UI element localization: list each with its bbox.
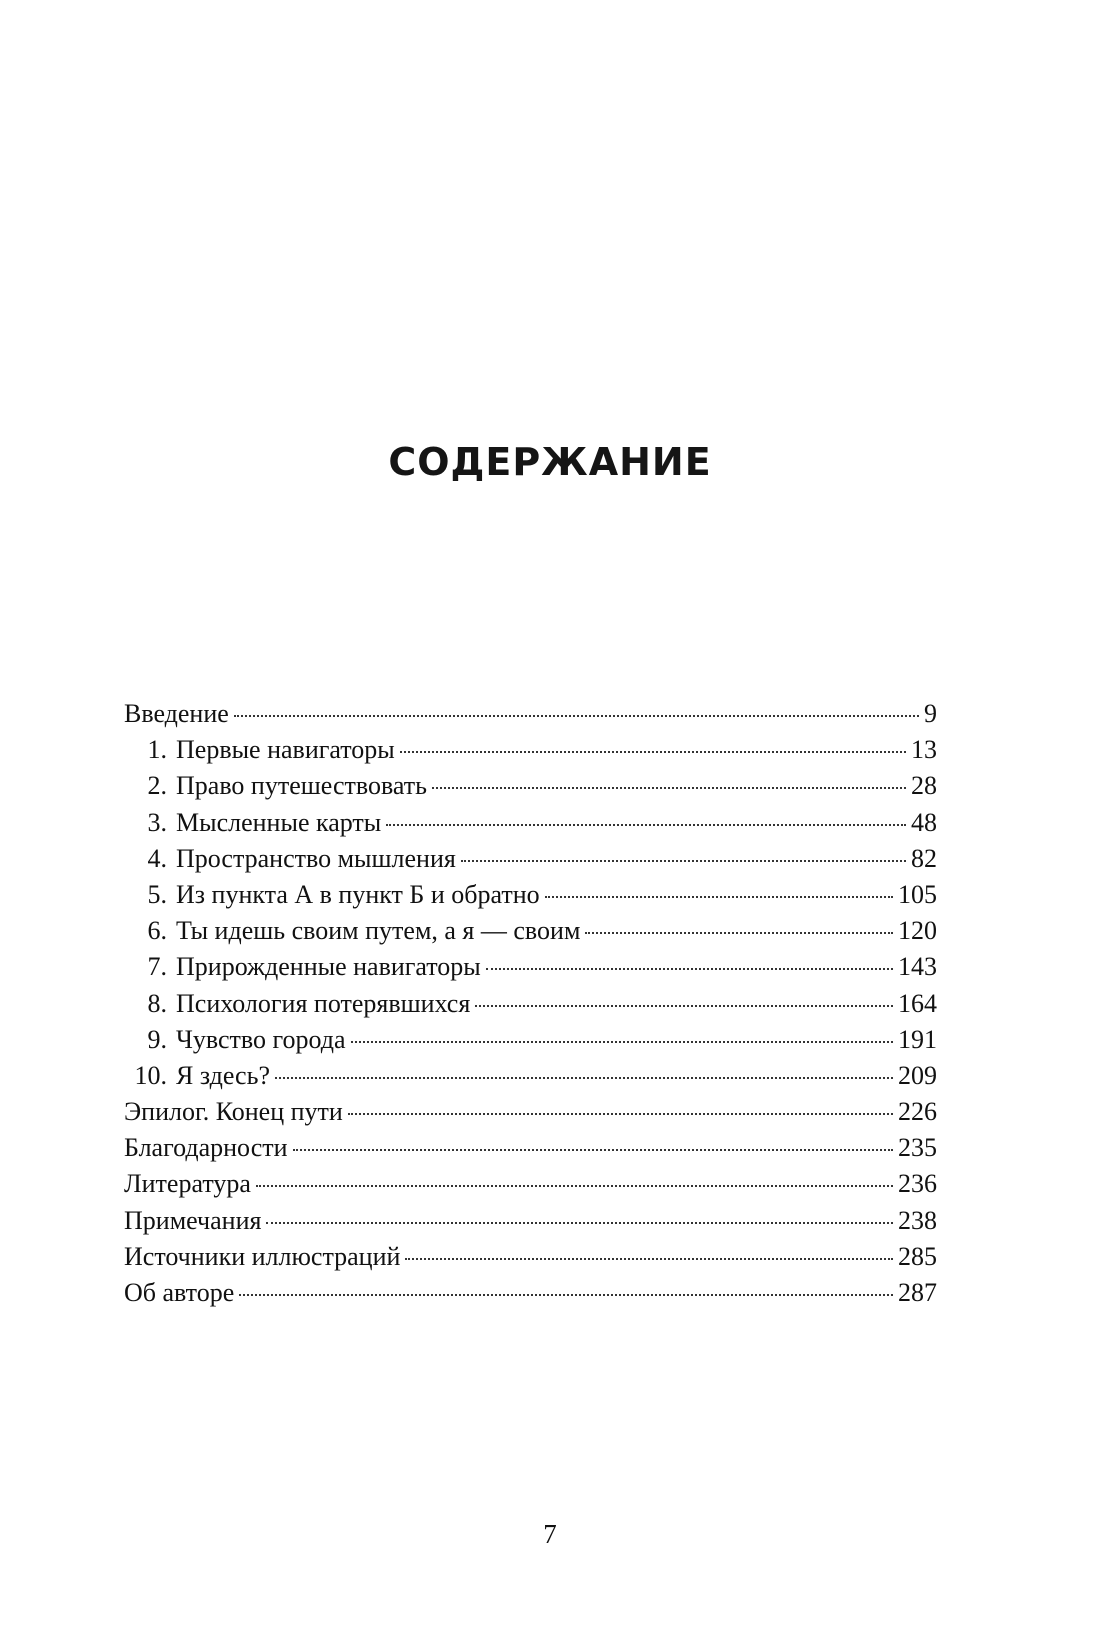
- dot-leader: [545, 896, 893, 898]
- toc-entry-page: 164: [898, 988, 937, 1018]
- toc-entry[interactable]: [124, 986, 937, 1022]
- toc-entry[interactable]: [124, 877, 937, 913]
- toc-entry-page: 191: [898, 1024, 937, 1054]
- toc-entry-page: 209: [898, 1060, 937, 1090]
- toc-entry-label: Мысленные карты: [176, 807, 382, 837]
- toc-entry-page: 82: [911, 843, 937, 873]
- toc-entry-number: 8.: [147, 988, 167, 1018]
- toc-entry-page: 235: [898, 1133, 937, 1163]
- dot-leader: [486, 968, 893, 970]
- page-title: СОДЕРЖАНИЕ: [388, 440, 712, 484]
- toc-entry-number: 5.: [147, 879, 167, 909]
- toc-entry[interactable]: [124, 1022, 937, 1058]
- toc-entry[interactable]: [124, 1166, 937, 1202]
- toc-entry-label: Литература: [124, 1169, 251, 1199]
- toc-entry-page: 13: [911, 735, 937, 765]
- toc-entry[interactable]: [124, 1094, 937, 1130]
- toc-entry[interactable]: [124, 1058, 937, 1094]
- toc-entry[interactable]: [124, 768, 937, 804]
- toc-entry[interactable]: [124, 1275, 937, 1311]
- toc-entry[interactable]: [124, 1130, 937, 1166]
- toc-entry[interactable]: [124, 913, 937, 949]
- toc-entry-label: Первые навигаторы: [176, 735, 395, 765]
- toc-entry-label: Пространство мышления: [176, 843, 456, 873]
- dot-leader: [239, 1294, 893, 1296]
- toc-entry-label: Введение: [124, 699, 229, 728]
- toc-entry[interactable]: [124, 1203, 937, 1239]
- dot-leader: [256, 1185, 893, 1187]
- toc-entry-number: 3.: [147, 807, 167, 837]
- toc-entry-label: Чувство города: [176, 1024, 346, 1054]
- toc-entry-label: Источники иллюстраций: [124, 1241, 401, 1271]
- toc-entry[interactable]: [124, 949, 937, 985]
- dot-leader: [475, 1005, 893, 1007]
- toc-entry-label: Психология потерявшихся: [176, 988, 471, 1018]
- toc-entry[interactable]: [124, 732, 937, 768]
- dot-leader: [400, 751, 906, 753]
- toc-entry-number: 6.: [147, 916, 167, 946]
- table-of-contents: [124, 696, 937, 1311]
- toc-entry-page: 238: [898, 1205, 937, 1235]
- toc-entry-label: Эпилог. Конец пути: [124, 1097, 343, 1127]
- toc-entry-page: 105: [898, 879, 937, 909]
- toc-entry-label: Прирожденные навигаторы: [176, 952, 481, 982]
- dot-leader: [386, 824, 906, 826]
- toc-entry-number: 10.: [134, 1060, 167, 1090]
- toc-entry-page: 28: [911, 771, 937, 801]
- toc-entry-number: 2.: [147, 771, 167, 801]
- page-number: 7: [543, 1519, 557, 1549]
- dot-leader: [405, 1258, 893, 1260]
- toc-entry-label: Об авторе: [124, 1278, 235, 1307]
- dot-leader: [461, 860, 906, 862]
- toc-entry-label: Я здесь?: [176, 1060, 270, 1090]
- toc-entry-page: 236: [898, 1169, 937, 1199]
- toc-entry[interactable]: [124, 841, 937, 877]
- dot-leader: [585, 932, 893, 934]
- toc-entry-number: 9.: [147, 1024, 167, 1054]
- toc-entry-number: 1.: [147, 735, 167, 765]
- toc-entry-label: Благодарности: [124, 1133, 288, 1163]
- toc-entry-page: 287: [898, 1278, 937, 1307]
- toc-entry-page: 226: [898, 1097, 937, 1127]
- toc-entry-label: Ты идешь своим путем, а я — своим: [176, 916, 581, 946]
- toc-entry-page: 48: [911, 807, 937, 837]
- toc-entry-page: 120: [898, 916, 937, 946]
- toc-entry-page: 9: [924, 699, 937, 728]
- toc-entry-page: 285: [898, 1241, 937, 1271]
- dot-leader: [234, 715, 919, 717]
- dot-leader: [432, 787, 906, 789]
- toc-entry-number: 7.: [147, 952, 167, 982]
- toc-entry-label: Право путешествовать: [176, 771, 427, 801]
- dot-leader: [275, 1077, 893, 1079]
- toc-entry[interactable]: [124, 1239, 937, 1275]
- toc-entry[interactable]: [124, 696, 937, 732]
- dot-leader: [348, 1113, 893, 1115]
- dot-leader: [293, 1149, 893, 1151]
- dot-leader: [266, 1222, 893, 1224]
- dot-leader: [351, 1041, 893, 1043]
- toc-entry-number: 4.: [147, 843, 167, 873]
- toc-entry[interactable]: [124, 805, 937, 841]
- toc-entry-label: Примечания: [124, 1205, 262, 1235]
- toc-entry-label: Из пункта А в пункт Б и обратно: [176, 879, 540, 909]
- toc-entry-page: 143: [898, 952, 937, 982]
